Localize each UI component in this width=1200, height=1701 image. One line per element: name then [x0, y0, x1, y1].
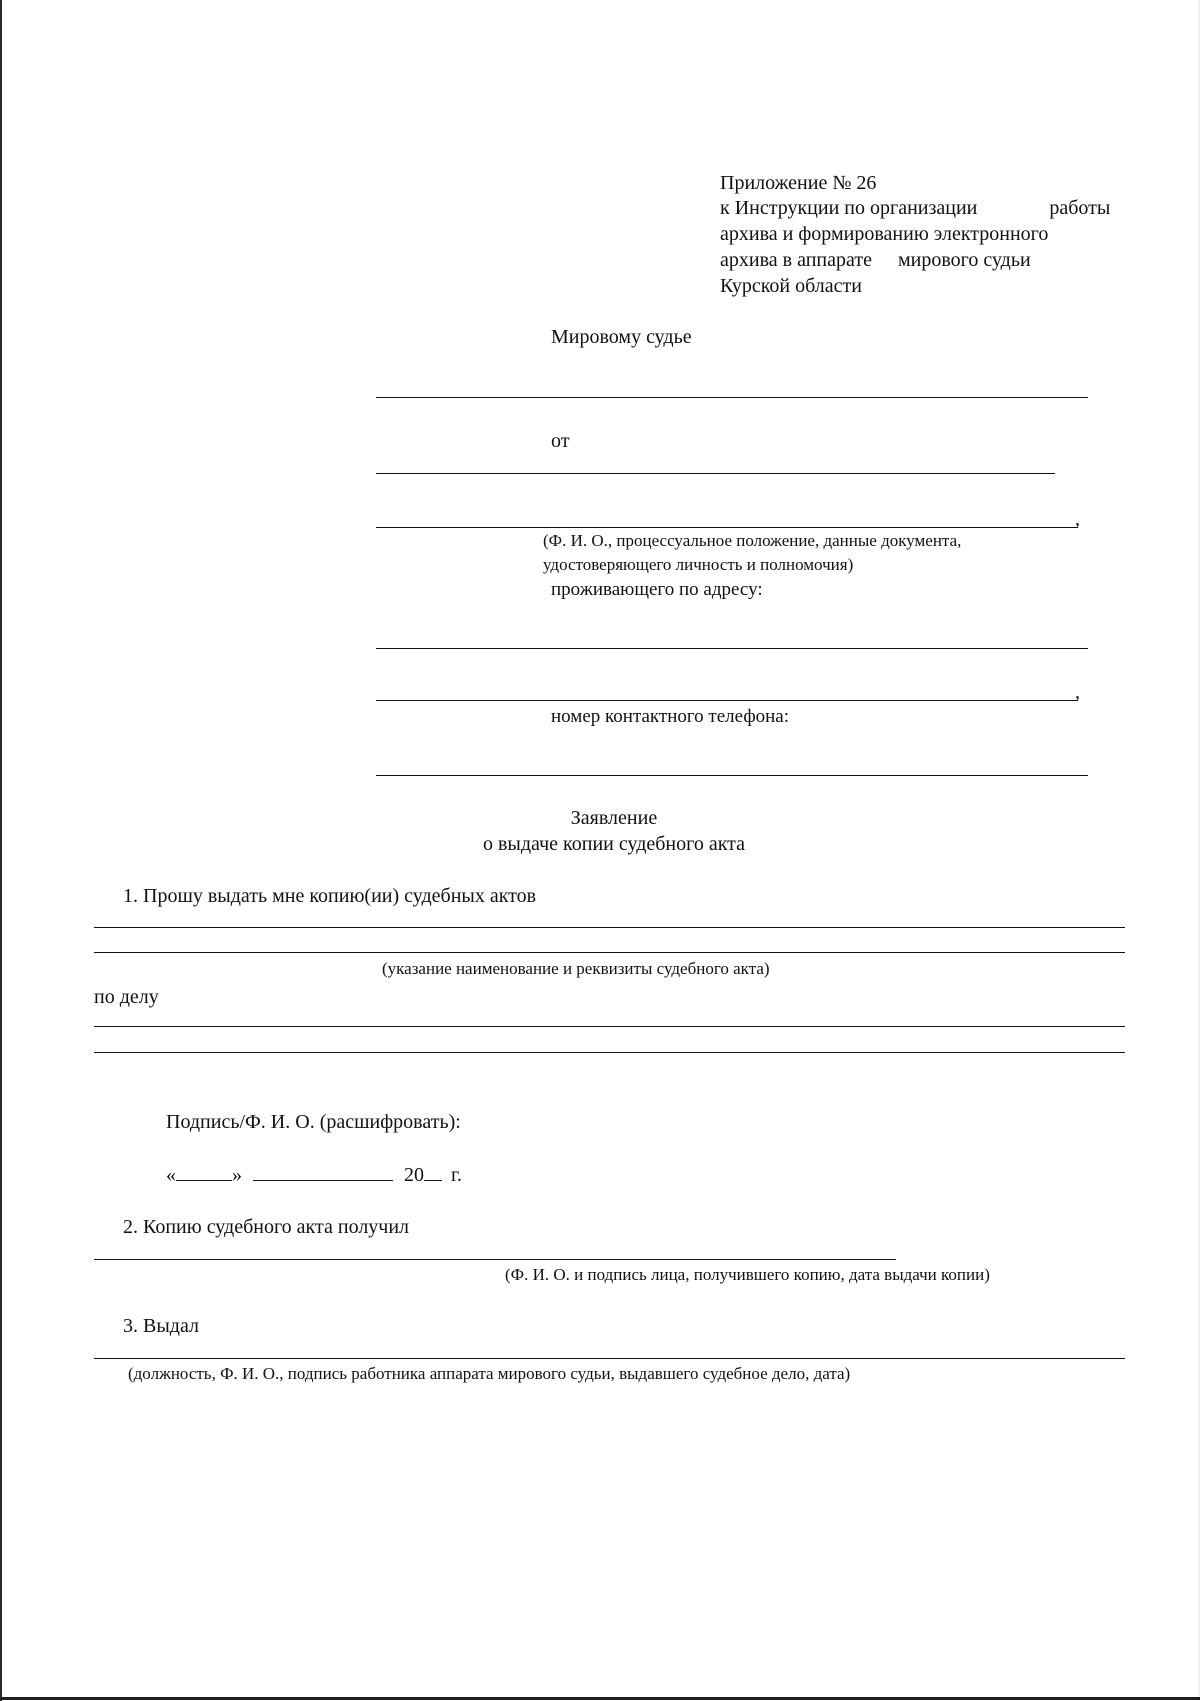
appendix-line-5: Курской области	[720, 275, 862, 297]
addressee-label: Мировому судье	[551, 326, 692, 348]
item-1-request: 1. Прошу выдать мне копию(ии) судебных актов	[123, 885, 537, 907]
item-1-line-1	[94, 927, 1125, 928]
appendix-line-4-a: архива в аппарате	[720, 249, 872, 271]
from-line-1	[376, 473, 1055, 474]
case-line-2	[94, 1052, 1125, 1053]
item-2-received: 2. Копию судебного акта получил	[123, 1216, 410, 1238]
date-open-quote: «	[166, 1164, 176, 1186]
item-1-line-2	[94, 952, 1125, 953]
appendix-line-2-b: работы	[1049, 197, 1111, 219]
document-title: Заявление	[570, 807, 658, 829]
appendix-line-2-a: к Инструкции по организации	[720, 197, 978, 219]
appendix-line-2	[720, 198, 1110, 218]
document-subtitle: о выдаче копии судебного акта	[482, 833, 746, 855]
date-month-blank	[253, 1164, 393, 1181]
addressee-line	[376, 397, 1088, 398]
appendix-number: Приложение № 26	[720, 172, 877, 194]
phone-label: номер контактного телефона:	[551, 706, 790, 727]
date-year-suffix: г.	[451, 1164, 462, 1186]
received-hint: (Ф. И. О. и подпись лица, получившего копию, дата выдачи копии)	[505, 1265, 990, 1284]
appendix-line-4-b: мирового судьи	[897, 249, 1031, 271]
address-line-2	[376, 700, 1078, 701]
case-label: по делу	[94, 986, 159, 1008]
date-close-quote: »	[232, 1164, 242, 1186]
item-2-line	[94, 1259, 896, 1260]
item-3-line	[94, 1358, 1125, 1359]
case-line-1	[94, 1026, 1125, 1027]
phone-line	[376, 775, 1088, 776]
date-line	[166, 1164, 462, 1185]
date-year-prefix: 20	[404, 1164, 424, 1186]
date-year-blank	[424, 1164, 442, 1181]
appendix-line-4	[720, 250, 1031, 270]
address-line-comma: ,	[1075, 681, 1080, 703]
item-3-issued: 3. Выдал	[123, 1315, 199, 1337]
page-edge-bottom	[0, 1697, 1200, 1700]
address-line-1	[376, 648, 1088, 649]
from-label: от	[551, 430, 570, 452]
issued-hint: (должность, Ф. И. О., подпись работника аппарата мирового судьи, выдавшего судебное дело, дата)	[128, 1364, 851, 1383]
signature-label: Подпись/Ф. И. О. (расшифровать):	[166, 1111, 461, 1133]
act-hint: (указание наименование и реквизиты судебного акта)	[382, 959, 770, 978]
date-day-blank	[176, 1164, 232, 1181]
applicant-hint-2: удостоверяющего личность и полномочия)	[543, 555, 854, 574]
applicant-hint-1: (Ф. И. О., процессуальное положение, данные документа,	[543, 531, 962, 550]
address-label: проживающего по адресу:	[551, 579, 763, 600]
appendix-line-3: архива и формированию электронного	[720, 223, 1049, 245]
from-line-comma: ,	[1075, 508, 1080, 530]
from-line-2	[376, 527, 1078, 528]
